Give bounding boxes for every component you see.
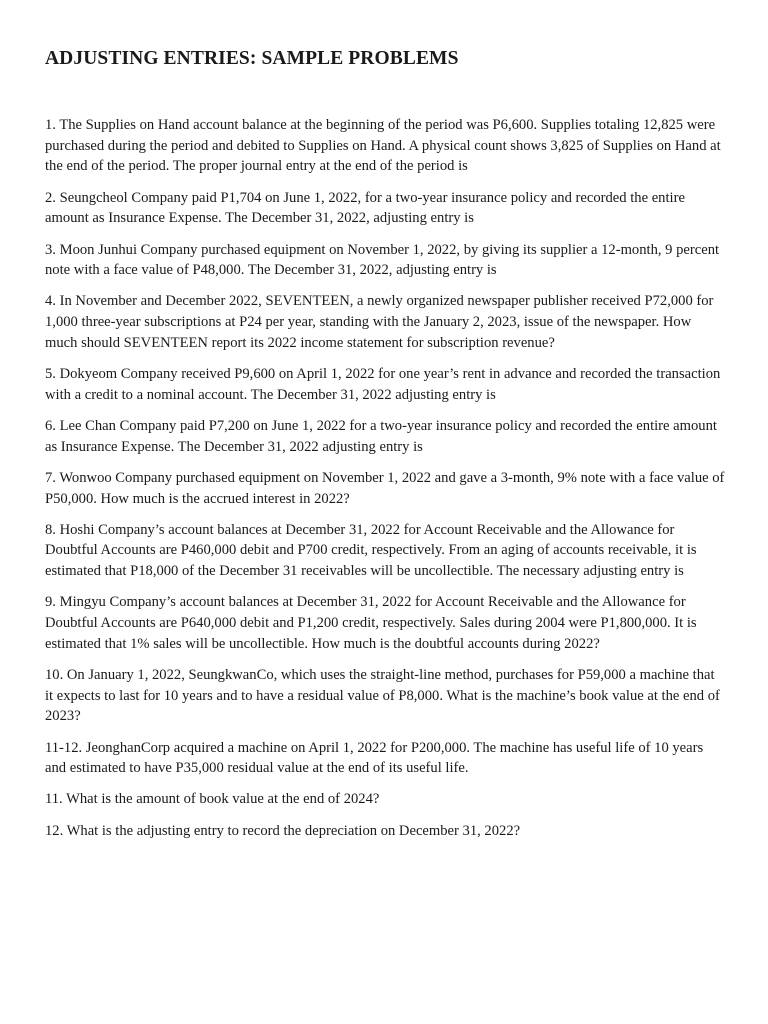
problem-3: 3. Moon Junhui Company purchased equipment on November 1, 2022, by giving its supplier a 12-month, 9 percent note with a face value of P48,000. The December 31, 2022, adjusting entry is xyxy=(45,241,720,279)
problem-6: 6. Lee Chan Company paid P7,200 on June 1, 2022 for a two-year insurance policy and recorded the entire amount as Insurance Expense. The December 31, 2022 adjusting entry is xyxy=(45,417,717,455)
document-page xyxy=(45,47,725,852)
problem-4: 4. In November and December 2022, SEVENTEEN, a newly organized newspaper publisher received P72,000 for 1,000 three-year subscriptions at P24 per year, standing with the January 2, 2023, issue of the newspaper. How much should SEVENTEEN report its 2022 income statement for subscription revenue? xyxy=(45,293,714,351)
problem-1: 1. The Supplies on Hand account balance at the beginning of the period was P6,600. Supplies totaling 12,825 were purchased during the period and debited to Supplies on Hand. A physical count shows 3,825 of Supplies on Hand at the end of the period. The proper journal entry at the end of the period is xyxy=(45,117,721,175)
problem-12: 12. What is the adjusting entry to record the depreciation on December 31, 2022? xyxy=(45,822,521,839)
problem-11-12-intro: 11-12. JeonghanCorp acquired a machine on April 1, 2022 for P200,000. The machine has useful life of 10 years and estimated to have P35,000 residual value at the end of its useful life. xyxy=(45,739,704,777)
page-title: ADJUSTING ENTRIES: SAMPLE PROBLEMS xyxy=(45,48,459,69)
problem-5: 5. Dokyeom Company received P9,600 on April 1, 2022 for one year’s rent in advance and recorded the transaction with a credit to a nominal account. The December 31, 2022 adjusting entry is xyxy=(45,366,721,403)
problem-7: 7. Wonwoo Company purchased equipment on November 1, 2022 and gave a 3-month, 9% note with a face value of P50,000. How much is the accrued interest in 2022? xyxy=(45,469,725,507)
problem-8: 8. Hoshi Company’s account balances at December 31, 2022 for Account Receivable and the Allowance for Doubtful Accounts are P460,000 debit and P700 credit, respectively. From an aging of accounts receivable, it is estimated that P18,000 of the December 31 receivables will be uncollectible. The necessary adjusting entry is xyxy=(45,521,697,580)
problem-2: 2. Seungcheol Company paid P1,704 on June 1, 2022, for a two-year insurance policy and recorded the entire amount as Insurance Expense. The December 31, 2022, adjusting entry is xyxy=(45,189,685,227)
problem-9: 9. Mingyu Company’s account balances at December 31, 2022 for Account Receivable and the Allowance for Doubtful Accounts are P640,000 debit and P1,200 credit, respectively. Sales during 2004 were P1,800,000. It is estimated that 1% sales will be uncollectible. How much is the doubtful accounts during 2022? xyxy=(45,594,697,652)
problem-10: 10. On January 1, 2022, SeungkwanCo, which uses the straight-line method, purchases for P59,000 a machine that it expects to last for 10 years and to have a residual value of P8,000. What is the machine’s book value at the end of 2023? xyxy=(45,666,720,725)
problem-11: 11. What is the amount of book value at the end of 2024? xyxy=(45,791,380,808)
